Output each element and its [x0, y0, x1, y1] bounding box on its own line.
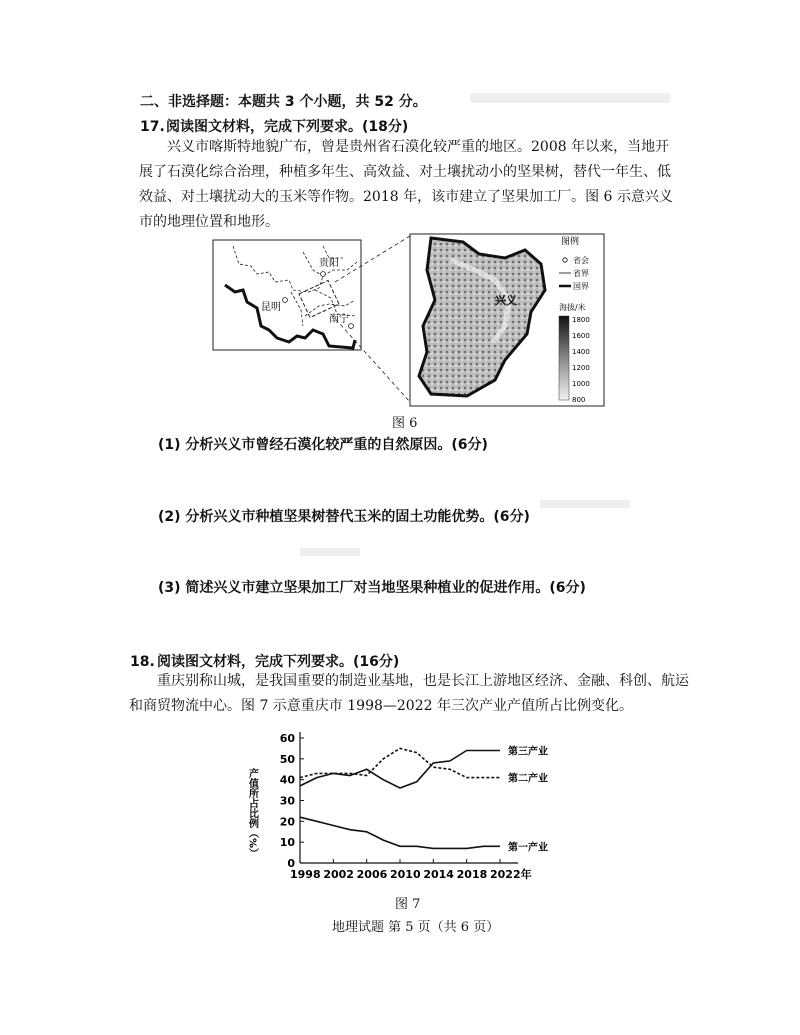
y-tick-label: 0: [287, 857, 295, 870]
nanning-dot: [349, 324, 354, 329]
figure7-caption: 图 7: [395, 897, 421, 912]
elevation-title: 海拔/米: [559, 303, 586, 312]
q17-number: 17.: [140, 119, 165, 135]
x-tick-label: 2018: [456, 868, 488, 881]
x-tick-label: 2002: [323, 868, 354, 881]
y-tick-label: 40: [279, 773, 295, 787]
q17-sub-2: (2) 分析兴义市种植坚果树替代玉米的固土功能优势。(6分): [158, 509, 530, 525]
elev-tick: 1200: [572, 364, 590, 372]
elev-tick: 1400: [572, 348, 590, 356]
figure7-chart: [238, 728, 578, 888]
series-label-2: 第二产业: [508, 773, 548, 785]
section-header: 二、非选择题：本题共 3 个小题，共 52 分。: [140, 94, 427, 110]
q18-material: 重庆别称山城，是我国重要的制造业基地，也是长江上游地区经济、金融、科创、航运和商贸物流中心。图 7 示意重庆市 1998—2022 年三次产业产值所占比例变化。: [129, 673, 689, 714]
series-line-2: [300, 748, 500, 777]
x-tick-label: 2014: [423, 868, 454, 881]
y-tick-label: 50: [279, 752, 295, 766]
legend-title: 图例: [561, 237, 580, 247]
figure6-caption: 图 6: [392, 416, 418, 431]
q17-sub-3: (3) 简述兴义市建立坚果加工厂对当地坚果种植业的促进作用。(6分): [158, 580, 586, 596]
y-tick-label: 60: [279, 732, 295, 745]
series-label-3: 第一产业: [508, 842, 548, 854]
xingyi-terrain-map: [410, 234, 604, 406]
q17-instruction: 阅读图文材料，完成下列要求。(18分): [166, 119, 409, 135]
x-tick-label: 2010: [390, 868, 421, 881]
x-tick-label: 2022年: [490, 868, 532, 881]
capital-symbol-icon: [563, 258, 567, 262]
y-tick-label: 30: [279, 794, 295, 808]
series-label-1: 第三产业: [508, 746, 548, 758]
scan-smudge: [470, 93, 670, 103]
legend-item-national-border: 国界: [573, 282, 589, 291]
x-tick-label: 1998: [290, 868, 321, 881]
q17-material: 兴义市喀斯特地貌广布，曾是贵州省石漠化较严重的地区。2008 年以来，当地开展了石漠化综合治理，种植多年生、高效益、对土壤扰动小的坚果树，替代一年生、低效益、对土壤扰动大的玉米等作物。2018 年，该市建立了坚果加工厂。图 6 示意兴义市的地理位置和地形。: [139, 139, 673, 230]
elevation-color-bar: [559, 316, 569, 400]
series-line-3: [300, 817, 500, 848]
figure6-map: [205, 230, 605, 408]
legend-item-capital: 省会: [573, 256, 589, 265]
page-footer: 地理试题 第 5 页（共 6 页）: [332, 920, 500, 935]
elev-tick: 1000: [572, 380, 590, 388]
city-label-nanning: 南宁: [329, 314, 349, 325]
elev-tick: 1800: [572, 316, 590, 324]
kunming-dot: [283, 298, 288, 303]
guiyang-dot: [321, 272, 326, 277]
series-line-1: [300, 751, 500, 789]
legend-item-province-border: 省界: [573, 269, 589, 278]
city-label-guiyang: 贵阳: [319, 258, 339, 269]
q17-sub-1: (1) 分析兴义市曾经石漠化较严重的自然原因。(6分): [158, 437, 488, 453]
elev-tick: 1600: [572, 332, 590, 340]
y-tick-label: 10: [279, 836, 295, 850]
y-axis-label: 产值所占比例（%）: [246, 768, 258, 859]
q18-instruction: 阅读图文材料，完成下列要求。(16分): [157, 654, 400, 670]
y-tick-label: 20: [279, 815, 295, 829]
xingyi-label: 兴义: [495, 294, 517, 307]
elev-tick: 800: [572, 396, 586, 404]
q18-number: 18.: [130, 654, 155, 670]
city-label-kunming: 昆明: [261, 302, 281, 313]
x-tick-label: 2006: [356, 868, 388, 881]
scan-smudge: [540, 500, 630, 508]
locator-map: [213, 240, 361, 350]
scan-smudge: [300, 548, 360, 556]
